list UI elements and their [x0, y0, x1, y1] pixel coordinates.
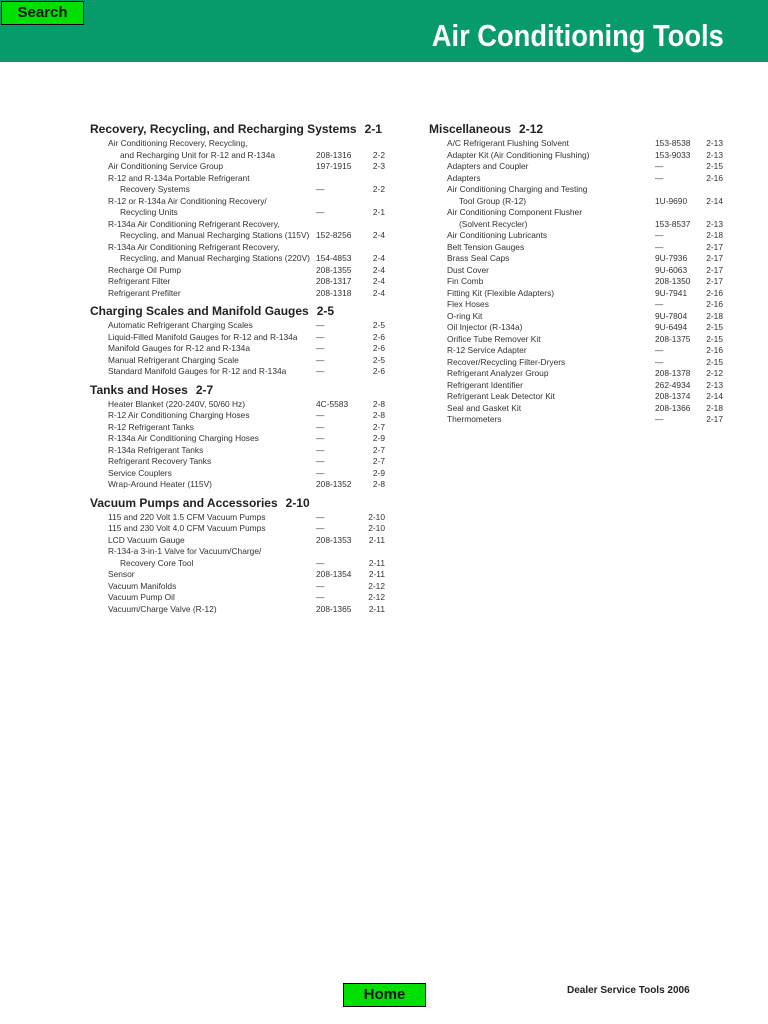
item-page-ref: 2-12 [368, 592, 385, 602]
item-name: Standard Manifold Gauges for R-12 and R-134a [108, 366, 287, 376]
item-part-number: 208-1316 [316, 149, 352, 160]
item-page-ref: 2-5 [372, 354, 385, 365]
item-name: Sensor [108, 569, 135, 579]
item-name: Recover/Recycling Filter-Dryers [447, 356, 566, 367]
list-item[interactable] [90, 230, 390, 242]
item-name: R-134a Air Conditioning Refrigerant Recovery, [108, 241, 280, 252]
list-item[interactable] [90, 479, 390, 491]
item-part-number: — [316, 331, 325, 342]
list-item[interactable] [90, 242, 390, 254]
item-page-ref: 2-17 [706, 276, 723, 286]
item-name: O-ring Kit [447, 310, 483, 321]
list-item[interactable] [429, 368, 729, 380]
item-part-number: — [316, 592, 325, 602]
list-item[interactable] [429, 161, 729, 173]
item-page-ref: 2-9 [372, 467, 385, 478]
item-name: Air Conditioning Service Group [108, 161, 223, 171]
list-item[interactable] [90, 355, 390, 367]
footer-edition: Dealer Service Tools 2006 [567, 985, 690, 996]
item-part-number: — [316, 580, 325, 591]
list-item[interactable] [90, 422, 390, 434]
item-name: Recycling, and Manual Recharging Stations (220V) [120, 253, 310, 263]
item-name: Dust Cover [447, 264, 489, 275]
item-part-number: — [655, 345, 664, 355]
list-item[interactable] [429, 173, 729, 185]
item-page-ref: 2-2 [372, 149, 385, 160]
item-part-number: 208-1375 [655, 333, 691, 344]
search-button[interactable]: Search [1, 1, 84, 25]
section-title: Vacuum Pumps and Accessories [90, 495, 278, 510]
item-part-number: 4C-5583 [316, 398, 349, 409]
page-header [0, 0, 768, 62]
list-item[interactable] [90, 219, 390, 231]
item-name: R-134-a 3-in-1 Valve for Vacuum/Charge/ [108, 546, 262, 556]
list-item[interactable] [90, 456, 390, 468]
list-item[interactable] [90, 265, 390, 277]
list-item[interactable] [429, 253, 729, 265]
item-page-ref: 2-18 [706, 230, 723, 240]
item-page-ref: 2-11 [368, 569, 385, 579]
item-part-number: 9U-7941 [655, 287, 688, 298]
item-page-ref: 2-14 [706, 195, 723, 206]
item-name: Belt Tension Gauges [447, 241, 525, 252]
item-part-number: 208-1378 [655, 368, 691, 378]
section-heading[interactable] [90, 496, 390, 510]
item-page-ref: 2-9 [372, 433, 385, 443]
item-part-number: 9U-6063 [655, 264, 688, 275]
list-item[interactable] [429, 196, 729, 208]
list-item[interactable] [90, 207, 390, 219]
list-item[interactable] [429, 276, 729, 288]
list-item[interactable] [90, 150, 390, 162]
item-part-number: — [655, 356, 664, 367]
item-name: Manifold Gauges for R-12 and R-134a [108, 343, 250, 353]
item-name: Vacuum Pump Oil [108, 592, 175, 602]
item-name: Vacuum Manifolds [108, 580, 177, 591]
item-name: R-134a Air Conditioning Charging Hoses [108, 433, 259, 443]
item-name: Air Conditioning Lubricants [447, 230, 548, 240]
item-part-number: — [316, 511, 325, 522]
item-part-number: 153-9033 [655, 149, 691, 160]
list-item[interactable] [429, 334, 729, 346]
item-name: Orifice Tube Remover Kit [447, 333, 541, 344]
item-part-number: 197-1915 [316, 161, 352, 171]
item-page-ref: 2-11 [368, 557, 385, 568]
list-item[interactable] [429, 299, 729, 311]
item-page-ref: 2-13 [706, 138, 723, 148]
item-part-number: — [316, 523, 325, 533]
item-page-ref: 2-6 [372, 331, 385, 342]
item-page-ref: 2-16 [706, 299, 723, 309]
item-name: 115 and 220 Volt 1.5 CFM Vacuum Pumps [108, 511, 266, 522]
list-item[interactable] [90, 535, 390, 547]
list-item[interactable] [90, 138, 390, 150]
item-name: Tool Group (R-12) [459, 195, 527, 206]
item-part-number: 208-1350 [655, 276, 691, 286]
item-name: Adapter Kit (Air Conditioning Flushing) [447, 149, 590, 160]
item-part-number: — [316, 410, 325, 420]
item-name: Flex Hoses [447, 299, 489, 309]
item-page-ref: 2-2 [372, 184, 385, 194]
item-page-ref: 2-13 [706, 379, 723, 390]
list-item[interactable] [429, 207, 729, 219]
item-part-number: — [316, 456, 325, 466]
list-item[interactable] [90, 288, 390, 300]
list-item[interactable] [90, 366, 390, 378]
item-name: Recycling Units [120, 207, 178, 217]
item-part-number: 208-1352 [316, 479, 352, 489]
section [90, 383, 390, 491]
section-page: 2-10 [285, 495, 310, 510]
item-name: Refrigerant Leak Detector Kit [447, 391, 555, 401]
item-part-number: — [655, 299, 664, 309]
list-item[interactable] [90, 320, 390, 332]
section-page: 2-12 [519, 122, 544, 136]
item-page-ref: 2-8 [372, 479, 385, 489]
item-part-number: 208-1365 [316, 603, 352, 614]
item-part-number: 208-1354 [316, 569, 352, 579]
list-item[interactable] [90, 581, 390, 593]
item-page-ref: 2-4 [372, 253, 385, 263]
item-page-ref: 2-4 [372, 264, 385, 275]
section-page: 2-7 [195, 382, 214, 397]
item-page-ref: 2-16 [706, 345, 723, 355]
item-name: Vacuum/Charge Valve (R-12) [108, 603, 217, 614]
list-item[interactable] [429, 391, 729, 403]
list-item[interactable] [90, 253, 390, 265]
item-name: Manual Refrigerant Charging Scale [108, 354, 239, 365]
item-name: and Recharging Unit for R-12 and R-134a [120, 149, 276, 160]
item-name: Recycling, and Manual Recharging Stations (115V) [120, 230, 310, 240]
item-page-ref: 2-16 [706, 172, 723, 183]
right-column [429, 122, 729, 431]
item-part-number: 9U-7936 [655, 253, 688, 263]
item-page-ref: 2-17 [706, 264, 723, 275]
section-title: Recovery, Recycling, and Recharging Systems [90, 122, 357, 136]
item-page-ref: 2-4 [372, 276, 385, 286]
list-item[interactable] [429, 230, 729, 242]
list-item[interactable] [429, 242, 729, 254]
list-item[interactable] [429, 403, 729, 415]
item-page-ref: 2-15 [706, 322, 723, 332]
list-item[interactable] [90, 445, 390, 457]
item-name: R-12 Air Conditioning Charging Hoses [108, 410, 250, 420]
item-page-ref: 2-15 [706, 333, 723, 344]
item-page-ref: 2-15 [706, 161, 723, 171]
item-name: Wrap-Around Heater (115V) [108, 479, 212, 489]
item-part-number: 208-1366 [655, 402, 691, 413]
section [90, 496, 390, 616]
item-name: R-12 and R-134a Portable Refrigerant [108, 172, 250, 183]
item-page-ref: 2-8 [372, 410, 385, 420]
list-item[interactable] [429, 184, 729, 196]
item-name: Seal and Gasket Kit [447, 402, 522, 413]
item-name: Thermometers [447, 414, 502, 424]
item-name: R-12 or R-134a Air Conditioning Recovery/ [108, 195, 267, 206]
item-page-ref: 2-12 [368, 580, 385, 591]
item-name: Refrigerant Filter [108, 276, 171, 286]
item-name: R-12 Refrigerant Tanks [108, 421, 194, 432]
list-item[interactable] [90, 546, 390, 558]
list-item[interactable] [90, 276, 390, 288]
item-page-ref: 2-14 [706, 391, 723, 401]
item-part-number: — [316, 433, 325, 443]
item-part-number: 208-1318 [316, 287, 352, 298]
section-title: Charging Scales and Manifold Gauges [90, 304, 309, 318]
item-page-ref: 2-4 [372, 287, 385, 298]
item-name: Refrigerant Recovery Tanks [108, 456, 212, 466]
item-part-number: 152-8256 [316, 230, 352, 240]
item-part-number: — [316, 444, 325, 455]
section-page: 2-5 [316, 304, 335, 318]
item-page-ref: 2-10 [368, 511, 385, 522]
item-part-number: — [316, 467, 325, 478]
list-item[interactable] [90, 399, 390, 411]
list-item[interactable] [429, 288, 729, 300]
item-part-number: — [655, 230, 664, 240]
item-page-ref: 2-10 [368, 523, 385, 533]
item-name: LCD Vacuum Gauge [108, 534, 185, 545]
item-part-number: — [316, 207, 325, 217]
item-part-number: 262-4934 [655, 379, 691, 390]
item-page-ref: 2-18 [706, 402, 723, 413]
item-part-number: 154-4853 [316, 253, 352, 263]
item-part-number: 9U-6494 [655, 322, 688, 332]
item-part-number: — [655, 161, 664, 171]
list-item[interactable] [90, 196, 390, 208]
section-page: 2-1 [364, 122, 382, 136]
item-name: A/C Refrigerant Flushing Solvent [447, 138, 569, 148]
list-item[interactable] [90, 343, 390, 355]
item-name: Recovery Core Tool [120, 557, 194, 568]
list-item[interactable] [90, 468, 390, 480]
item-part-number: — [316, 343, 325, 353]
item-name: Adapters and Coupler [447, 161, 529, 171]
item-name: Heater Blanket (220-240V, 50/60 Hz) [108, 398, 246, 409]
item-page-ref: 2-16 [706, 287, 723, 298]
item-part-number: 9U-7804 [655, 310, 688, 321]
item-name: Adapters [447, 172, 481, 183]
list-item[interactable] [90, 569, 390, 581]
item-page-ref: 2-7 [372, 456, 385, 466]
list-item[interactable] [429, 357, 729, 369]
item-page-ref: 2-1 [372, 207, 385, 217]
item-name: Refrigerant Prefilter [108, 287, 181, 298]
item-page-ref: 2-5 [372, 320, 385, 330]
item-page-ref: 2-17 [706, 253, 723, 263]
list-item[interactable] [90, 558, 390, 570]
list-item[interactable] [90, 523, 390, 535]
item-part-number: 208-1353 [316, 534, 352, 545]
item-name: Air Conditioning Recovery, Recycling, [108, 138, 248, 148]
home-button[interactable]: Home [343, 983, 426, 1007]
item-part-number: — [655, 414, 664, 424]
item-page-ref: 2-18 [706, 310, 723, 321]
item-part-number: — [316, 421, 325, 432]
item-page-ref: 2-13 [706, 149, 723, 160]
list-item[interactable] [429, 414, 729, 426]
item-name: Fitting Kit (Flexible Adapters) [447, 287, 555, 298]
item-name: R-134a Refrigerant Tanks [108, 444, 204, 455]
item-page-ref: 2-17 [706, 414, 723, 424]
section [429, 122, 729, 426]
item-page-ref: 2-4 [372, 230, 385, 240]
item-part-number: — [316, 184, 325, 194]
item-name: 115 and 230 Volt 4.0 CFM Vacuum Pumps [108, 523, 266, 533]
list-item[interactable] [90, 173, 390, 185]
item-part-number: 208-1374 [655, 391, 691, 401]
item-page-ref: 2-7 [372, 421, 385, 432]
list-item[interactable] [429, 380, 729, 392]
item-name: R-12 Service Adapter [447, 345, 527, 355]
section [90, 304, 390, 378]
item-page-ref: 2-13 [706, 218, 723, 229]
list-item[interactable] [429, 219, 729, 231]
item-name: R-134a Air Conditioning Refrigerant Recovery, [108, 218, 280, 229]
item-page-ref: 2-6 [372, 366, 385, 376]
item-name: Automatic Refrigerant Charging Scales [108, 320, 253, 330]
item-name: (Solvent Recycler) [459, 218, 528, 229]
item-page-ref: 2-11 [368, 603, 385, 614]
item-part-number: — [655, 241, 664, 252]
item-page-ref: 2-15 [706, 356, 723, 367]
item-page-ref: 2-3 [372, 161, 385, 171]
list-item[interactable] [90, 433, 390, 445]
item-part-number: — [316, 366, 325, 376]
item-part-number: — [316, 354, 325, 365]
list-item[interactable] [90, 184, 390, 196]
item-name: Refrigerant Analyzer Group [447, 368, 549, 378]
item-part-number: — [655, 172, 664, 183]
item-part-number: — [316, 557, 325, 568]
list-item[interactable] [90, 332, 390, 344]
item-name: Recharge Oil Pump [108, 264, 182, 275]
item-name: Recovery Systems [120, 184, 190, 194]
page-title: Air Conditioning Tools [432, 18, 724, 53]
item-name: Refrigerant Identifier [447, 379, 523, 390]
item-page-ref: 2-6 [372, 343, 385, 353]
section-title: Miscellaneous [429, 122, 512, 136]
list-item[interactable] [90, 604, 390, 616]
item-page-ref: 2-8 [372, 398, 385, 409]
section-heading[interactable] [90, 304, 390, 318]
section-heading[interactable] [90, 383, 390, 397]
left-column [90, 122, 390, 620]
section [90, 122, 390, 299]
list-item[interactable] [429, 150, 729, 162]
item-part-number: 153-8538 [655, 138, 691, 148]
item-page-ref: 2-11 [368, 534, 385, 545]
item-name: Air Conditioning Charging and Testing [447, 184, 588, 194]
section-heading[interactable] [90, 122, 390, 136]
item-name: Brass Seal Caps [447, 253, 510, 263]
item-part-number: — [316, 320, 325, 330]
item-part-number: 1U-9690 [655, 195, 688, 206]
list-item[interactable] [90, 512, 390, 524]
item-page-ref: 2-17 [706, 241, 723, 252]
list-item[interactable] [429, 322, 729, 334]
item-part-number: 153-8537 [655, 218, 691, 229]
item-name: Oil Injector (R-134a) [447, 322, 523, 332]
list-item[interactable] [90, 161, 390, 173]
item-name: Air Conditioning Component Flusher [447, 207, 583, 217]
item-name: Fin Comb [447, 276, 484, 286]
list-item[interactable] [90, 410, 390, 422]
item-part-number: 208-1317 [316, 276, 352, 286]
list-item[interactable] [90, 592, 390, 604]
list-item[interactable] [429, 345, 729, 357]
item-page-ref: 2-7 [372, 444, 385, 455]
section-heading[interactable] [429, 122, 729, 136]
item-page-ref: 2-12 [706, 368, 723, 378]
item-name: Service Couplers [108, 467, 172, 478]
item-name: Liquid-Filled Manifold Gauges for R-12 and R-134a [108, 331, 298, 342]
list-item[interactable] [429, 138, 729, 150]
list-item[interactable] [429, 265, 729, 277]
list-item[interactable] [429, 311, 729, 323]
section-title: Tanks and Hoses [90, 382, 188, 397]
item-part-number: 208-1355 [316, 264, 352, 275]
